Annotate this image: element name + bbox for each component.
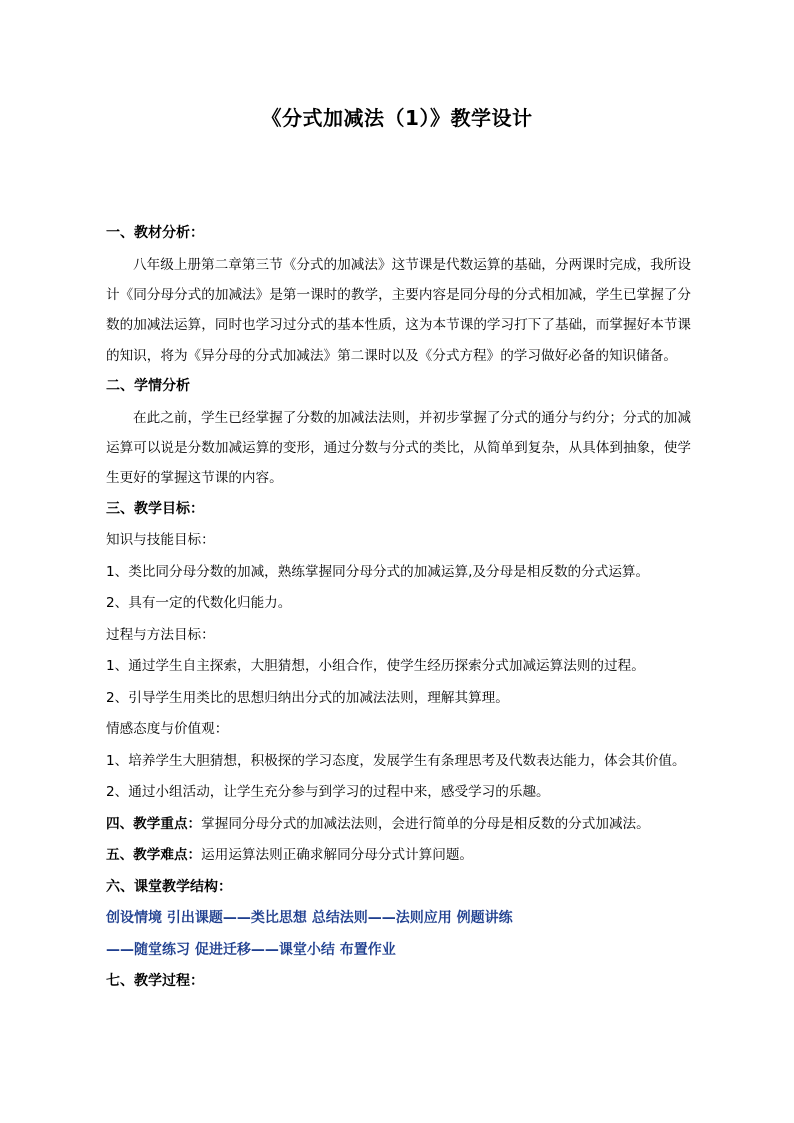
goal-knowledge-label: 知识与技能目标： bbox=[106, 532, 215, 549]
key-points-line bbox=[106, 809, 691, 841]
section-heading-difficulties: 五、教学难点： bbox=[106, 847, 202, 864]
section-heading-textbook-analysis: 一、教材分析： bbox=[106, 225, 204, 241]
goal-knowledge-item-2: 2、具有一定的代数化归能力。 bbox=[106, 595, 292, 612]
section-heading-teaching-process: 七、教学过程： bbox=[106, 973, 204, 990]
goal-process-label: 过程与方法目标： bbox=[106, 626, 215, 643]
class-structure-flow-line-1: 创设情境 引出课题——类比思想 总结法则——法则应用 例题讲练 bbox=[106, 910, 513, 927]
key-points-text: 掌握同分母分式的加减法法则，会进行简单的分母是相反数的分式加减法。 bbox=[201, 815, 650, 832]
goal-knowledge-item-1: 1、类比同分母分数的加减，熟练掌握同分母分式的加减运算,及分母是相反数的分式运算。 bbox=[106, 563, 650, 580]
section-heading-student-analysis: 二、学情分析 bbox=[106, 378, 190, 395]
difficulties-text: 运用运算法则正确求解同分母分式计算问题。 bbox=[201, 847, 474, 864]
document-title: 《分式加减法（1）》教学设计 bbox=[261, 106, 533, 130]
goal-emotion-label: 情感态度与价值观： bbox=[106, 721, 229, 738]
goal-emotion-item-2: 2、通过小组活动，让学生充分参与到学习的过程中来，感受学习的乐趣。 bbox=[106, 784, 550, 801]
goal-process-item-1: 1、通过学生自主探索，大胆猜想，小组合作，使学生经历探索分式加减运算法则的过程。 bbox=[106, 658, 645, 675]
section-heading-teaching-goals: 三、教学目标： bbox=[106, 500, 204, 517]
document-body bbox=[106, 218, 691, 998]
class-structure-flow-line-2: ——随堂练习 促进迁移——课堂小结 布置作业 bbox=[106, 941, 396, 958]
difficulties-line bbox=[106, 840, 691, 872]
textbook-analysis-paragraph: 八年级上册第二章第三节《分式的加减法》这节课是代数运算的基础，分两课时完成，我所设计《同分母分式的加减法》是第一课时的教学，主要内容是同分母的分式相加减，学生已掌握了分数的加减法运算，同时也学习过分式的基本性质，这为本节课的学习打下了基础，而掌握好本节课的知识，将为《异分母的分式加减法》第二课时以及《分式方程》的学习做好必备的知识储备。 bbox=[106, 256, 691, 364]
goal-emotion-item-1: 1、培养学生大胆猜想，积极探的学习态度，发展学生有条理思考及代数表达能力，体会其价值。 bbox=[106, 752, 686, 769]
section-heading-class-structure: 六、课堂教学结构： bbox=[106, 878, 232, 895]
section-heading-key-points: 四、教学重点： bbox=[106, 815, 202, 832]
goal-process-item-2: 2、引导学生用类比的思想归纳出分式的加减法法则，理解其算理。 bbox=[106, 689, 509, 706]
student-analysis-paragraph: 在此之前，学生已经掌握了分数的加减法法则，并初步掌握了分式的通分与约分；分式的加减运算可以说是分数加减运算的变形，通过分数与分式的类比，从简单到复杂，从具体到抽象，使学生更好的掌握这节课的内容。 bbox=[106, 409, 691, 487]
